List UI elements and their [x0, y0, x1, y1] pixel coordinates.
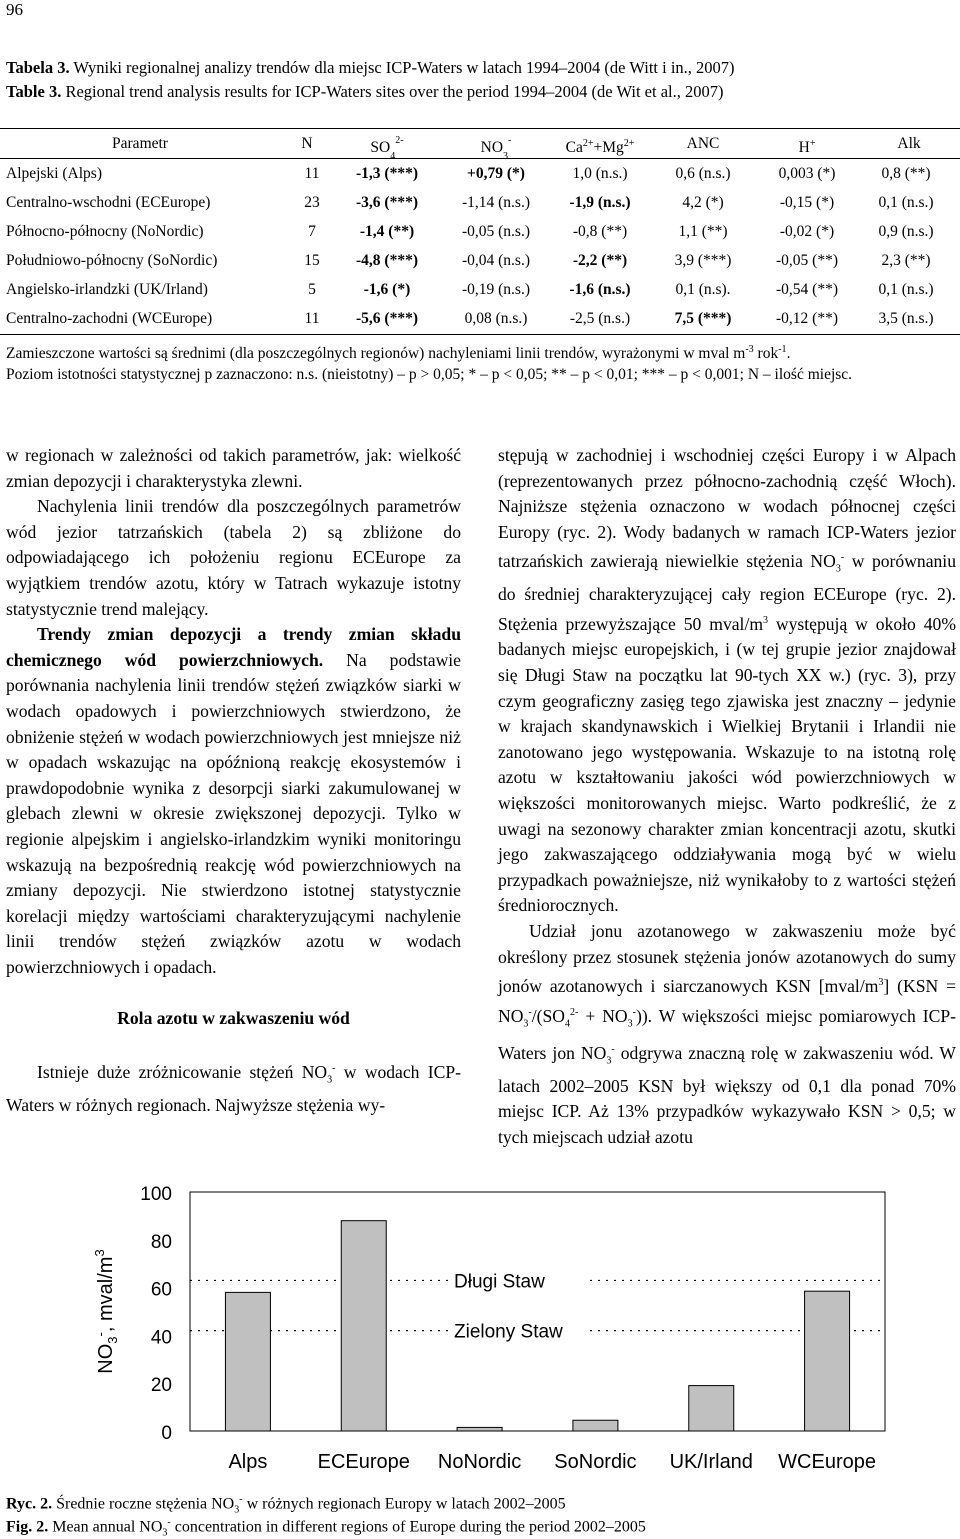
table-cell-region: Południowo-północny (SoNordic) [6, 252, 218, 269]
table-cell-camg: -0,8 (**) [572, 223, 628, 240]
header-h: H+ [798, 138, 816, 157]
x-category-label: UK/Irland [669, 1451, 753, 1473]
table-cell-region: Angielsko-irlandzki (UK/Irland) [6, 281, 208, 298]
table-cell-h: -0,05 (**) [776, 252, 838, 269]
table-cell-region: Północno-północny (NoNordic) [6, 223, 204, 240]
table-cell-n: 23 [304, 194, 320, 211]
table-header-row [0, 129, 960, 163]
table-caption-en: Table 3. Regional trend analysis results for ICP-Waters sites over the period 1994–2004 (de Wit et al., 2007) [6, 82, 724, 101]
table-cell-no3: 0,08 (n.s.) [464, 310, 528, 327]
header-camg: $Ca^{2+}+Mg^{2+}$ [565, 138, 635, 157]
table-cell-anc: 7,5 (***) [674, 310, 732, 327]
header-so4: $SO_4^{2-}$ [370, 135, 404, 163]
figure-caption-pl: Ryc. 2. Średnie roczne stężenia $NO_3^-$ w różnych regionach Europy w latach 2002–2005 [6, 1494, 566, 1516]
table-cell-so4: -1,4 (**) [359, 223, 415, 240]
bar-nonordic [457, 1427, 502, 1431]
y-tick-label: 20 [150, 1375, 172, 1397]
table-note-2: Poziom istotności statystycznej p zaznaczono: n.s. (nieistotny) – p > 0,05; * – p < 0,05; ** – p < 0,01; *** – p < 0,001; N – ilość miejsc. [6, 366, 853, 383]
table-cell-no3: -0,05 (n.s.) [461, 223, 531, 240]
y-tick-label: 0 [161, 1423, 172, 1444]
table-caption-pl: Tabela 3. Wyniki regionalnej analizy trendów dla miejsc ICP-Waters w latach 1994–2004 (de Witt i in., 2007) [6, 58, 735, 77]
table-note-1: Zamieszczone wartości są średnimi (dla poszczególnych regionów) nachyleniami linii trendów, wyrażonymi w mval $m^{-3}$ rok$^{-1}$. [6, 344, 791, 363]
left-paragraph-1: w regionach w zależności od takich parametrów, jak: wielkość zmian depozycji i charakterystyka zlewni. [6, 445, 461, 491]
bar-eceurope [341, 1221, 386, 1431]
table-row [0, 188, 960, 217]
y-axis-label: $NO_3^-$, mval/$m^3$ [92, 1249, 120, 1374]
table-cell-no3: -0,04 (n.s.) [461, 252, 531, 269]
table-cell-n: 11 [304, 310, 320, 327]
right-column [498, 443, 956, 1150]
table-cell-anc: 3,9 (***) [674, 252, 732, 269]
right-paragraph-1: stępują w zachodniej i wschodniej części Europy i w Alpach (reprezentowanych przez północno-zachodnią część Włoch). Najniższe stężenia oznaczono w wodach północnej części Europy (ryc. 2). Wody badanych w ramach ICP-Waters jezior tatrzańskich zawierają niewielkie stężenia $NO_3^-$ w porównaniu do średniej charakteryzującej cały region ECEurope (ryc. 2). Stężenia przewyższające 50 mval/$m^3$ występują w około 40% badanych miejsc europejskich, i (w tej grupie jezior znajdował się Długi Staw na początku lat 90-tych XX w.) (ryc. 3), przy czym geograficzny zasięg tego zjawiska jest znaczny – jedynie w krajach skandynawskich i Wielkiej Brytanii i Irlandii nie zanotowano jego występowania. Wskazuje to na istotną rolę azotu w kształtowaniu jakości wód powierzchniowych w większości monitorowanych miejsc. Warto podkreślić, że z uwagi na sezonowy charakter zmian koncentracji azotu, skutki jego zakwaszającego oddziaływania mogą być w wielu przypadkach poważniejsze, niż wynikałoby to z wartości stężeń średniorocznych. [498, 445, 956, 916]
table-cell-region: Centralno-zachodni (WCEurope) [6, 310, 213, 327]
table-cell-so4: -1,6 (*) [363, 281, 411, 298]
table-row [0, 275, 960, 304]
table-cell-h: -0,12 (**) [776, 310, 838, 327]
left-paragraph-2: Nachylenia linii trendów dla poszczególnych parametrów wód jezior tatrzańskich (tabela 2) są zbliżone do odpowiadającego ich położeniu regionu ECEurope za wyjątkiem trendów azotu, który w Tatrach wykazuje istotny statystycznie trend malejący. [6, 496, 461, 619]
table-cell-alk: 2,3 (**) [881, 252, 931, 269]
x-category-label: NoNordic [437, 1451, 522, 1473]
reference-line-label: Zielony Staw [454, 1321, 563, 1343]
table-cell-alk: 0,8 (**) [881, 165, 931, 182]
table-cell-alk: 3,5 (n.s.) [878, 310, 934, 327]
table-cell-anc: 0,1 (n.s). [675, 281, 731, 298]
x-category-label: ECEurope [317, 1451, 410, 1473]
y-tick-label: 80 [150, 1231, 172, 1253]
table-cell-so4: -5,6 (***) [356, 310, 418, 327]
table-cell-alk: 0,9 (n.s.) [878, 223, 934, 240]
table-cell-anc: 1,1 (**) [678, 223, 728, 240]
table-cell-h: -0,54 (**) [776, 281, 838, 298]
table-cell-h: 0,003 (*) [778, 165, 836, 182]
table-cell-h: -0,15 (*) [779, 194, 835, 211]
bar-ukirland [689, 1386, 734, 1431]
table-row [0, 159, 960, 188]
nitrate-bar-chart [0, 1168, 960, 1488]
table-cell-n: 5 [308, 281, 316, 298]
section-heading: Rola azotu w zakwaszeniu wód [117, 1008, 350, 1029]
x-category-label: Alps [228, 1451, 268, 1473]
plot-frame [190, 1192, 885, 1431]
bar-alps [225, 1292, 270, 1431]
bar-sonordic [573, 1420, 618, 1431]
table-cell-region: Alpejski (Alps) [6, 165, 103, 182]
header-anc: ANC [686, 135, 720, 152]
left-paragraph-3: Trendy zmian depozycji a trendy zmian składu chemicznego wód powierzchniowych. Na podstawie porównania nachylenia linii trendów stężeń związków siarki w wodach opadowych i powierzchniowych stwierdzono, że obniżenie stężeń w wodach powierzchniowych jest mniejsze niż w opadach wskazując na opóźnioną reakcję ekosystemów i prawdopodobnie wynika z desorpcji siarki zakumulowanej w glebach zlewni w okresie zwiększonej depozycji. Tylko w regionie alpejskim i angielsko-irlandzkim wyniki monitoringu wskazują na bezpośrednią reakcję wód powierzchniowych na zmiany depozycji. Nie stwierdzono istotnej statystycznie korelacji między wartościami charakteryzującymi nachylenie linii trendów stężeń związków azotu w wodach powierzchniowych i opadach. [6, 624, 461, 977]
table-cell-h: -0,02 (*) [779, 223, 835, 240]
table-cell-camg: 1,0 (n.s.) [572, 165, 628, 182]
table-row [0, 217, 960, 246]
table-cell-no3: -0,19 (n.s.) [461, 281, 531, 298]
table-cell-camg: -2,5 (n.s.) [569, 310, 631, 327]
header-no3: $NO_3^-$ [480, 135, 512, 163]
table-cell-camg: -1,6 (n.s.) [569, 281, 631, 298]
table-cell-n: 11 [304, 165, 320, 182]
reference-line-label: Długi Staw [454, 1271, 545, 1293]
table-cell-so4: -1,3 (***) [356, 165, 418, 182]
table-cell-alk: 0,1 (n.s.) [878, 281, 934, 298]
table-cell-n: 7 [308, 223, 316, 240]
y-tick-label: 100 [140, 1184, 172, 1205]
header-alk: Alk [897, 135, 921, 152]
left-paragraph-4: Istnieje duże zróżnicowanie stężeń $NO_3^-$ w wodach ICP-Waters w różnych regionach. Najwyższe stężenia wy- [6, 1061, 461, 1116]
header-n: N [301, 135, 313, 152]
y-tick-label: 60 [150, 1279, 172, 1301]
table-cell-anc: 4,2 (*) [682, 194, 724, 211]
table-cell-camg: -2,2 (**) [572, 252, 628, 269]
page-number: 96 [6, 0, 23, 19]
table-cell-no3: +0,79 (*) [467, 165, 525, 182]
table-cell-alk: 0,1 (n.s.) [878, 194, 934, 211]
x-category-label: SoNordic [554, 1451, 637, 1473]
table-cell-no3: -1,14 (n.s.) [461, 194, 531, 211]
table-row [0, 304, 960, 333]
table-cell-so4: -4,8 (***) [356, 252, 418, 269]
table-cell-anc: 0,6 (n.s.) [675, 165, 731, 182]
table-cell-so4: -3,6 (***) [356, 194, 418, 211]
table-cell-region: Centralno-wschodni (ECEurope) [6, 194, 211, 211]
x-category-label: WCEurope [778, 1451, 876, 1473]
table-row [0, 246, 960, 275]
table-cell-n: 15 [304, 252, 320, 269]
right-paragraph-2: Udział jonu azotanowego w zakwaszeniu może być określony przez stosunek stężenia jonów azotanowych do sumy jonów azotanowych i siarczanowych KSN $[mval/m^3] (KSN = NO_3^-/(SO_4^{2-} + NO_3^-))$. W większości miejsc pomiarowych ICP-Waters jon $NO_3^-$ odgrywa znaczną rolę w zakwaszeniu wód. W latach 2002–2005 KSN był większy od 0,1 dla ponad 70% miejsc ICP. Aż 13% przypadków wykazywało KSN > 0,5; w tych miejscach udział azotu [498, 920, 956, 1147]
table-cell-camg: -1,9 (n.s.) [569, 194, 631, 211]
header-parametr: Parametr [112, 135, 168, 152]
figure-caption-en: Fig. 2. Mean annual $NO_3^-$ concentration in different regions of Europe during the period 2002–2005 [6, 1517, 646, 1539]
left-column [6, 443, 461, 1119]
bar-wceurope [805, 1291, 850, 1431]
y-tick-label: 40 [150, 1327, 172, 1349]
table-bottom-rule [0, 334, 960, 335]
